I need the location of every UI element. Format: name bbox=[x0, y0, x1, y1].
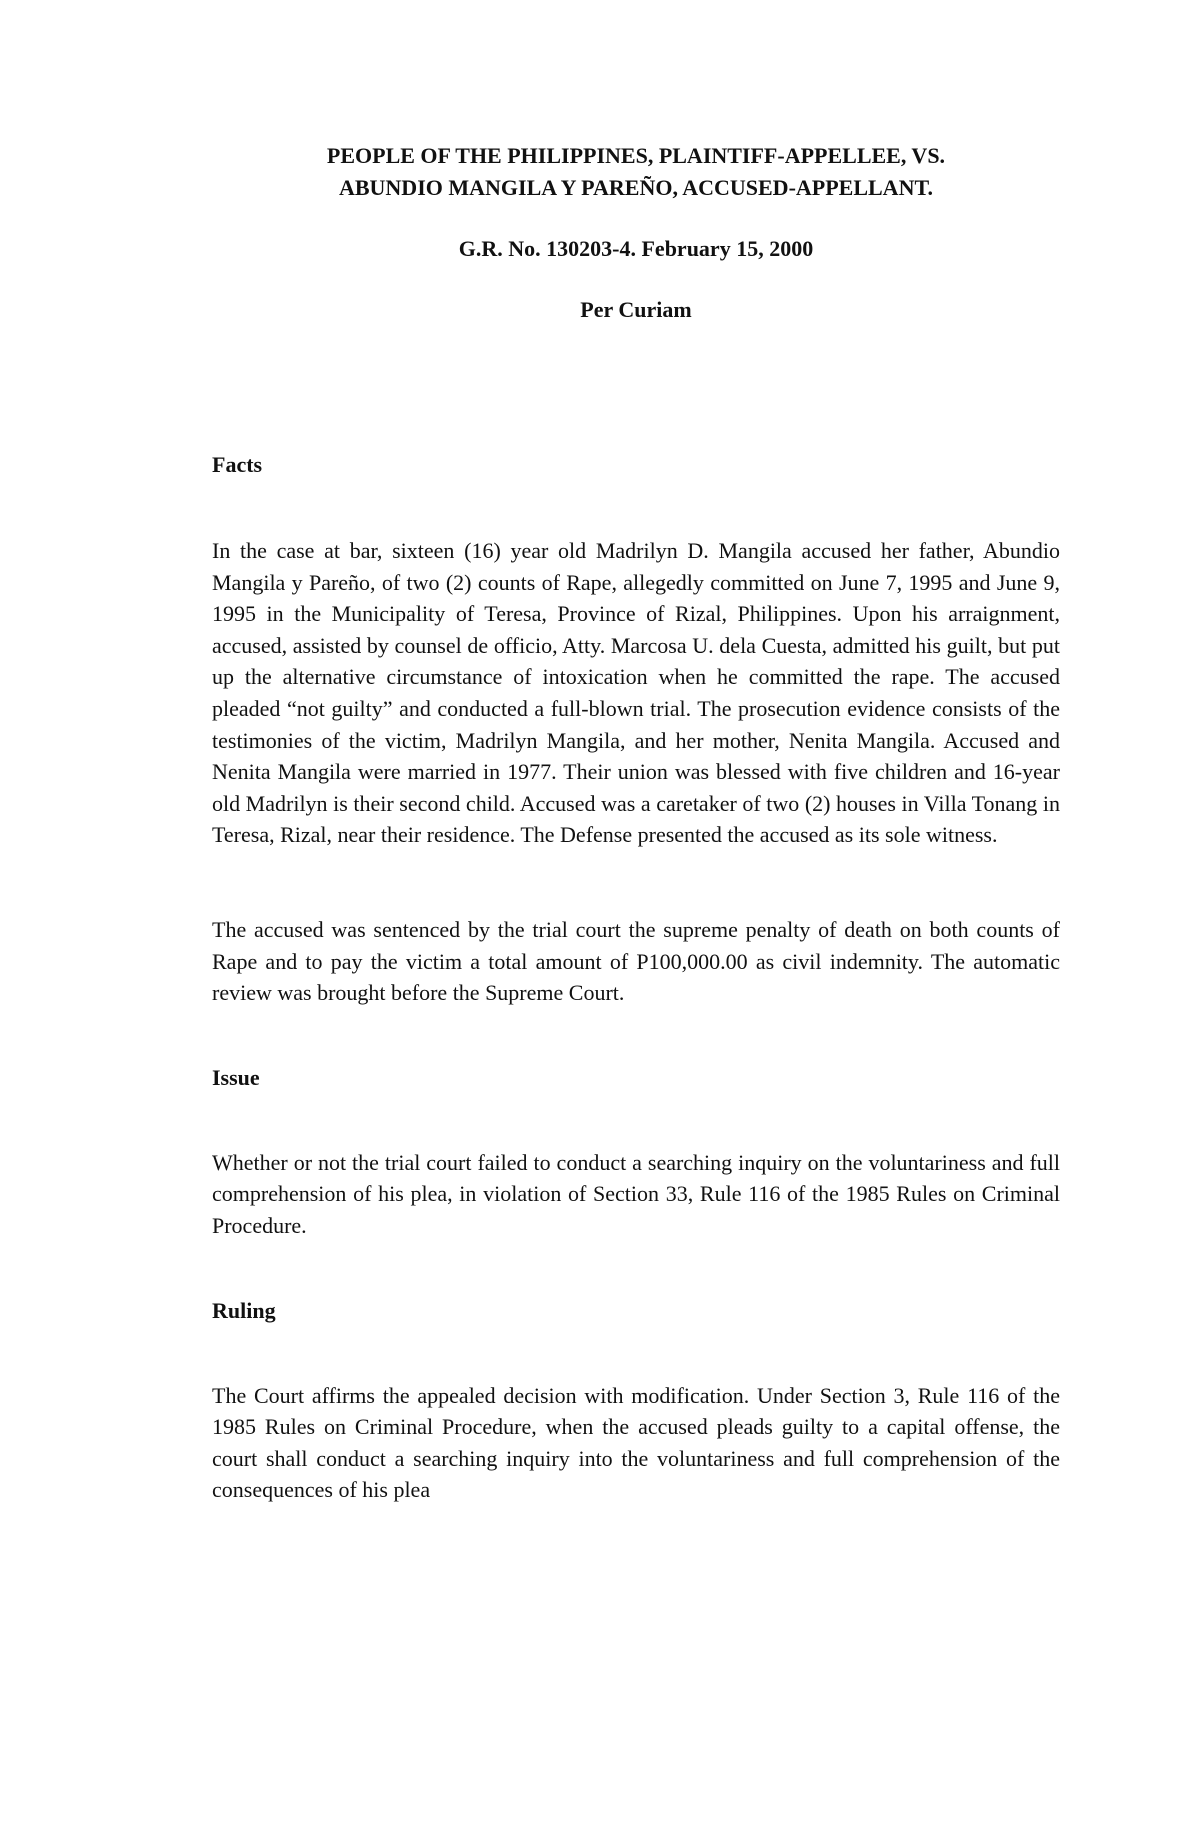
case-number: G.R. No. 130203-4. February 15, 2000 bbox=[458, 236, 814, 261]
sentence-paragraph: The accused was sentenced by the trial court the supreme penalty of death on both counts of Rape and to pay the victim a total amount of P100,000.00 as civil indemnity. The automatic review was brought before the Supreme Court. bbox=[212, 916, 1060, 1006]
ruling-paragraph: The Court affirms the appealed decision with modification. Under Section 3, Rule 116 of the 1985 Rules on Criminal Procedure, when the accused pleads guilty to a capital offense, the court shall conduct a searching inquiry into the voluntariness and full comprehension of the consequences of his plea bbox=[212, 1382, 1060, 1503]
issue-heading: Issue bbox=[212, 1064, 260, 1090]
case-title-line-2: ABUNDIO MANGILA Y PAREÑO, ACCUSED-APPELLANT. bbox=[338, 175, 934, 200]
case-title-line-1: PEOPLE OF THE PHILIPPINES, PLAINTIFF-APPELLEE, VS. bbox=[326, 143, 946, 168]
case-title bbox=[212, 140, 1060, 204]
document-page bbox=[212, 140, 1060, 1506]
facts-paragraph: In the case at bar, sixteen (16) year old Madrilyn D. Mangila accused her father, Abundio Mangila y Pareño, of two (2) counts of Rape, allegedly committed on June 7, 1995 and June 9, 1995 in the Municipality of Teresa, Province of Rizal, Philippines. Upon his arraignment, accused, assisted by counsel de officio, Atty. Marcosa U. dela Cuesta, admitted his guilt, but put up the alternative circumstance of intoxication when he committed the rape. The accused pleaded “not guilty” and conducted a full-blown trial. The prosecution evidence consists of the testimonies of the victim, Madrilyn Mangila, and her mother, Nenita Mangila. Accused and Nenita Mangila were married in 1977. Their union was blessed with five children and 16-year old Madrilyn is their second child. Accused was a caretaker of two (2) houses in Villa Tonang in Teresa, Rizal, near their residence. The Defense presented the accused as its sole witness. bbox=[212, 538, 1060, 848]
ponente: Per Curiam bbox=[580, 297, 692, 322]
ruling-heading: Ruling bbox=[212, 1297, 276, 1323]
issue-paragraph: Whether or not the trial court failed to conduct a searching inquiry on the voluntariness and full comprehension of his plea, in violation of Section 33, Rule 116 of the 1985 Rules on Criminal Procedure. bbox=[212, 1149, 1060, 1238]
facts-heading: Facts bbox=[212, 452, 263, 477]
